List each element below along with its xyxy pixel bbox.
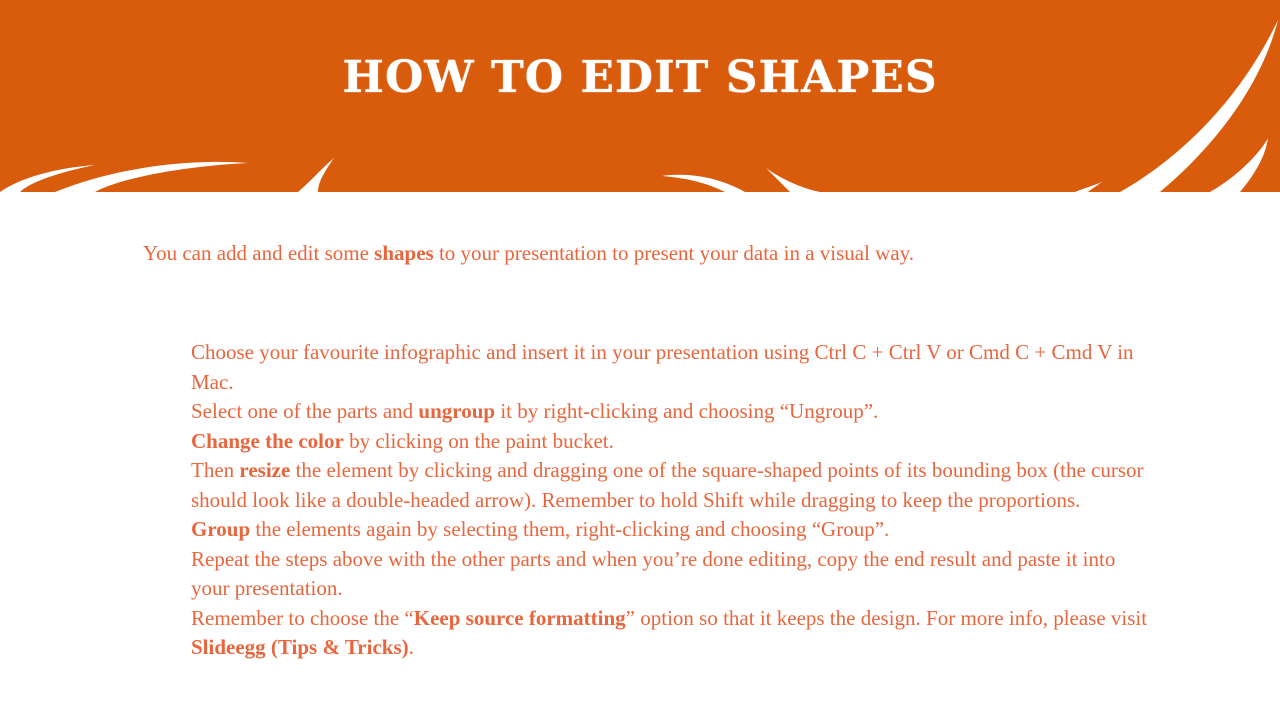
step-text: Choose your favourite infographic and insert it in your presentation using Ctrl C + Ctrl V or Cmd C + Cmd V in Mac. [191, 340, 1134, 394]
step-bold-text: Keep source formatting [413, 605, 626, 630]
step-item [191, 338, 1151, 397]
step-bold-text: Change the color [191, 428, 344, 453]
intro-text-before: You can add and edit some [143, 241, 375, 265]
step-text: Repeat the steps above with the other parts and when you’re done editing, copy the end result and paste it into your presentation. [191, 546, 1116, 600]
step-item [191, 427, 1151, 457]
step-bold-text: ungroup [418, 399, 496, 423]
step-text: . [408, 635, 414, 659]
step-text: ” option so that it keeps the design. For more info, please visit [625, 605, 1148, 630]
intro-paragraph [143, 238, 1143, 268]
step-item [191, 604, 1151, 663]
step-item [191, 545, 1151, 604]
steps-list [191, 338, 1151, 663]
step-bold-text: Slideegg (Tips & Tricks) [191, 635, 409, 659]
step-text: Select one of the parts and [191, 399, 419, 423]
step-text: the elements again by selecting them, right-clicking and choosing “Group”. [250, 517, 890, 541]
step-bold-text: resize [239, 458, 291, 482]
intro-bold-keyword: shapes [374, 241, 434, 265]
slide-title: HOW TO EDIT SHAPES [342, 52, 938, 103]
step-item [191, 456, 1151, 515]
step-text: the element by clicking and dragging one of the square-shaped points of its bounding box (the cursor should look like a double-headed arrow). Remember to hold Shift while dragging to keep the proportions. [191, 458, 1144, 512]
step-text: by clicking on the paint bucket. [343, 428, 614, 453]
step-text: Then [191, 458, 240, 482]
step-item [191, 515, 1151, 545]
step-text: it by right-clicking and choosing “Ungroup”. [495, 399, 879, 423]
step-bold-text: Group [191, 517, 251, 541]
step-item [191, 397, 1151, 427]
intro-text-after: to your presentation to present your data in a visual way. [433, 241, 915, 265]
step-text: Remember to choose the “ [191, 605, 414, 630]
